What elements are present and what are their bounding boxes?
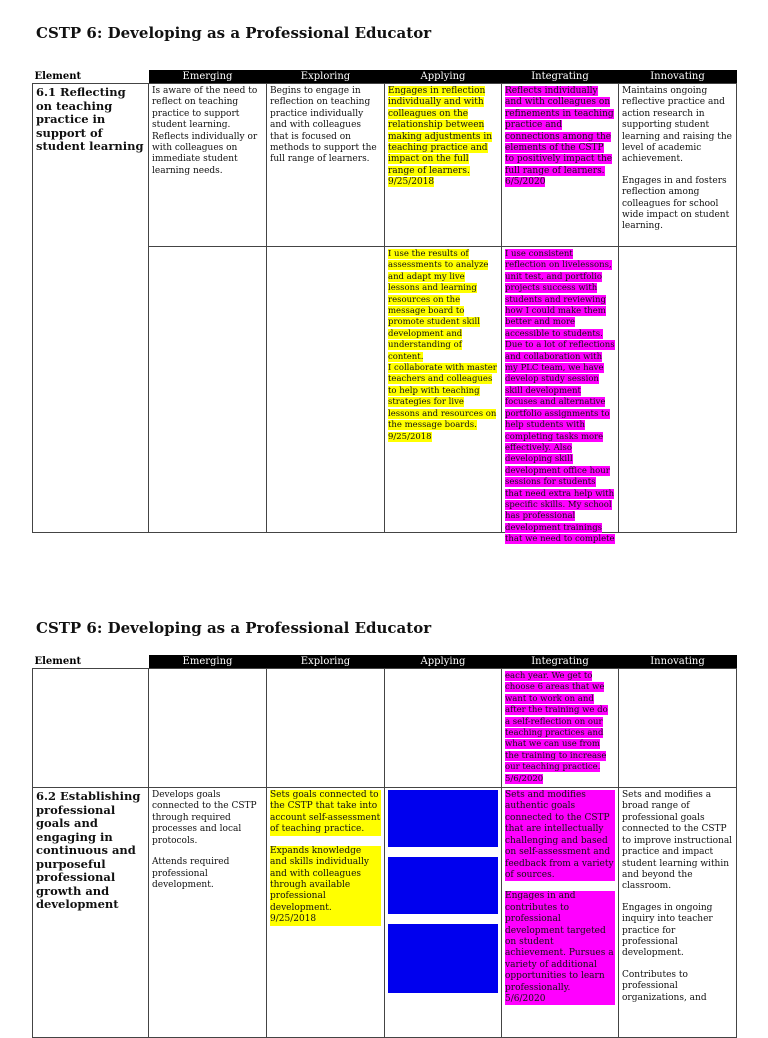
innovating-para: Maintains ongoing reflective practice and action research in supporting student learning and raising the level of academic achievement. bbox=[622, 86, 732, 165]
cell-innovating-cont bbox=[619, 669, 737, 788]
innovating-para: Contributes to professional organizations, and bbox=[622, 969, 707, 1003]
page-title: CSTP 6: Developing as a Professional Educator bbox=[36, 24, 432, 42]
header-innovating: Innovating bbox=[619, 70, 737, 84]
header-emerging: Emerging bbox=[149, 70, 267, 84]
applying-para: Selects and engages in professional development based on needs identified in professional goals. 12/16/2019 bbox=[388, 924, 498, 992]
cell-applying: Engages in reflection individually and with colleagues on the relationship between making adjustments in teaching practice and impact on the full range of learners. 9/25/2018 bbox=[385, 84, 502, 247]
cell-applying-cont bbox=[385, 669, 502, 788]
cell-applying-6-2 bbox=[385, 788, 502, 1038]
cell-integrating: Reflects individually and with colleagues on refinements in teaching practice and connections among the elements of the CSTP to positively impact the full range of learners. 6/5/2020 bbox=[502, 84, 619, 247]
innovating-para: Engages in and fosters reflection among colleagues for school wide impact on student learning. bbox=[622, 175, 730, 232]
cell-integrating-evidence: I use consistent reflection on livelessons, unit test, and portfolio projects success with students and reviewing how I could make them better and more accessible to students. Due to a lot of reflections and collaboration with my PLC team, we have develop study session skill development focuses and alternative portfolio assignments to help students with completing tasks more effectively. Also developing skill development office hour sessions for students that need extra help with specific skills. My school has professional development trainings that we need to complete bbox=[502, 247, 619, 533]
rubric-table bbox=[32, 70, 737, 545]
cell-applying-evidence: I use the results of assessments to analyze and adapt my live lessons and learning resources on the message board to promote student skill development and understanding of content. I collaborate with master teachers and colleagues to help with teaching strategies for live lessons and resources on the message boards. 9/25/2018 bbox=[385, 247, 502, 533]
header-exploring: Exploring bbox=[267, 655, 385, 669]
cell-innovating-evidence bbox=[619, 247, 737, 533]
integrating-para: Engages in and contributes to professional development targeted on student achievement. Pursues a variety of additional opportunities to learn professionally. 5/6/2020 bbox=[505, 891, 614, 1004]
cell-innovating bbox=[619, 84, 737, 247]
cell-emerging-cont bbox=[149, 669, 267, 788]
element-continued bbox=[33, 669, 149, 788]
header-element: Element bbox=[33, 70, 149, 84]
header-integrating: Integrating bbox=[502, 655, 619, 669]
applying-para: Sets goals connected to the CSTP that are authentic, challenging, and based on self-assessment. bbox=[388, 790, 497, 846]
header-innovating: Innovating bbox=[619, 655, 737, 669]
innovating-para: Sets and modifies a broad range of professional goals connected to the CSTP to improve instructional practice and impact student learning within and beyond the classroom. bbox=[622, 790, 733, 892]
header-emerging: Emerging bbox=[149, 655, 267, 669]
cell-integrating-cont: each year. We get to choose 6 areas that we want to work on and after the training we do a self-reflection on our teaching practices and what we can use from the training to increase our teaching practice. 5/6/2020 bbox=[502, 669, 619, 788]
cell-exploring-cont bbox=[267, 669, 385, 788]
applying-para: Aligns personal goals with school and district goals, and focuses on improving student learning. bbox=[388, 857, 498, 914]
exploring-para: Sets goals connected to the CSTP that take into account self-assessment of teaching practice. bbox=[270, 790, 381, 835]
cell-integrating-6-2 bbox=[502, 788, 619, 1038]
header-applying: Applying bbox=[385, 70, 502, 84]
cell-innovating-6-2 bbox=[619, 788, 737, 1038]
header-applying: Applying bbox=[385, 655, 502, 669]
cell-emerging: Is aware of the need to reflect on teaching practice to support student learning. Reflects individually or with colleagues on immediate student learning needs. bbox=[149, 84, 267, 247]
cell-exploring-6-2 bbox=[267, 788, 385, 1038]
page-title-2: CSTP 6: Developing as a Professional Educator bbox=[36, 619, 432, 637]
header-element: Element bbox=[33, 655, 149, 669]
header-exploring: Exploring bbox=[267, 70, 385, 84]
rubric-table-2 bbox=[32, 655, 737, 1038]
cell-emerging-evidence bbox=[149, 247, 267, 533]
emerging-para: Develops goals connected to the CSTP through required processes and local protocols. bbox=[152, 790, 257, 846]
integrating-para: Sets and modifies authentic goals connected to the CSTP that are intellectually challenging and based on self-assessment and feedback from a variety of sources. bbox=[505, 790, 614, 880]
cell-emerging-6-2 bbox=[149, 788, 267, 1038]
emerging-para: Attends required professional development. bbox=[152, 857, 230, 890]
exploring-para: Expands knowledge and skills individually and with colleagues through available professional development. 9/25/2018 bbox=[270, 846, 381, 926]
header-integrating: Integrating bbox=[502, 70, 619, 84]
element-6-2: 6.2 Establishing professional goals and engaging in continuous and purposeful professional growth and development bbox=[33, 788, 149, 1038]
element-6-1: 6.1 Reflecting on teaching practice in support of student learning bbox=[33, 84, 149, 533]
innovating-para: Engages in ongoing inquiry into teacher practice for professional development. bbox=[622, 902, 713, 959]
cell-exploring: Begins to engage in reflection on teaching practice individually and with colleagues that is focused on methods to support the full range of learners. bbox=[267, 84, 385, 247]
cell-exploring-evidence bbox=[267, 247, 385, 533]
